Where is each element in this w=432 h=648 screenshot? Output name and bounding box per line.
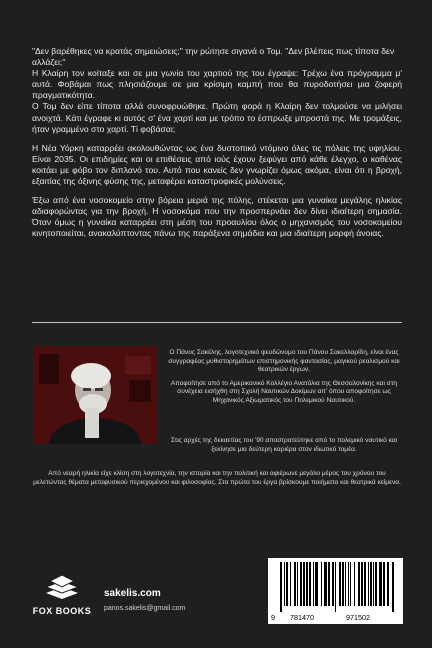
author-portrait-icon	[33, 346, 157, 444]
isbn-barcode	[268, 558, 403, 624]
blurb	[32, 46, 402, 246]
barcode-bar	[373, 562, 374, 606]
barcode-group-1: 781470	[290, 613, 314, 622]
blurb-paragraph-5: Έξω από ένα νοσοκομείο στην βόρεια μεριά της πόλης, στέκεται μια γυναίκα μεγάλης ηλικίας αδιαφορώντας για την βροχή. Η νοσοκόμα που την προσπερνάει δεν δίνει ιδιαίτερη σημασία. Όταν όμως η γυναίκα καταρρέει στη μέση του προαυλίου όλος ο μηχανισμός του νοσοκομείου κινητοποιείται, ανακαλύπτοντας πάνω της παράξενα σημάδια και μια ιδιαίτερη μορφή άνοιας.	[32, 195, 402, 239]
blurb-paragraph-1: "Δεν βαρέθηκες να κρατάς σημειώσεις;" την ρώτησε σιγανά ο Τομ. "Δεν βλέπεις πως τίποτα δεν αλλάζει;"	[32, 46, 395, 68]
publisher-name: FOX BOOKS	[32, 606, 92, 616]
barcode-bar	[358, 562, 360, 606]
barcode-prefix: 9	[271, 613, 275, 622]
barcode-bar	[332, 562, 334, 606]
barcode-bar	[361, 562, 363, 606]
barcode-bar	[368, 562, 369, 606]
barcode-bar	[324, 562, 327, 606]
barcode-bar	[370, 562, 372, 606]
barcode-bar	[392, 562, 394, 612]
barcode-bar	[387, 562, 389, 606]
barcode-bar	[364, 562, 366, 606]
blurb-paragraph-2: Η Κλαίρη τον κοίταξε και σε μια γωνία του χαρτιού της του έγραψε: Τρέχω ένα πρόγραμμα μ' αυτά. Φοβάμαι πως πλησιάζουμε σε μια κρίσιμη καμπή που θα πυροδοτήσει μια ζοφερή πραγματικότητα.	[32, 68, 402, 101]
publisher-logo	[30, 573, 94, 619]
barcode-bar	[379, 562, 382, 606]
author-bio-bottom	[32, 470, 402, 487]
author-bio-top	[166, 349, 402, 411]
book-stack-icon	[42, 573, 82, 599]
barcode-bar	[280, 562, 282, 612]
barcode-bar	[375, 562, 377, 606]
barcode-bars	[268, 558, 403, 614]
author-bio-middle	[166, 437, 402, 454]
author-bio-4: Από νεαρή ηλικία είχε κλίση στη λογοτεχνία, την ιστορία και την πολιτική και αφιέρωνε μεγάλο μέρος του χρόνου του μελετώντας θέματα μεταφυσικού περιεχομένου και φιλοσοφίας. Στα πρώτα του έργα βρίσκουμε ποιήματα και θεατρικά κείμενα.	[33, 470, 401, 486]
barcode-group-2: 971502	[346, 613, 370, 622]
barcode-bar	[297, 562, 298, 606]
publisher-website[interactable]: sakelis.com	[104, 588, 161, 599]
barcode-bar	[342, 562, 344, 606]
barcode-bar	[286, 562, 288, 606]
barcode-bar	[306, 562, 308, 606]
barcode-bar	[284, 562, 285, 606]
barcode-bar	[339, 562, 341, 606]
author-bio-2: Αποφοίτησε από το Αμερικανικό Κολλέγιο Ανατόλια της Θεσσαλονίκης και στη συνέχεια εισήχθη στη Σχολή Ναυτικών Δοκίμων απ' όπου αποφοίτησε ως Μηχανικός Αξιωματικός του Πολεμικού Ναυτικού.	[170, 379, 398, 404]
barcode-bar	[303, 562, 305, 606]
barcode-bar	[350, 562, 351, 606]
barcode-bar	[348, 562, 349, 606]
barcode-bar	[294, 562, 296, 606]
blurb-paragraph-4: Η Νέα Υόρκη καταρρέει ακολουθώντας ως ένα δυστοπικό ντόμινο όλες τις πόλεις της υφηλίου. Είναι 2035. Οι επιδημίες και οι επιθέσεις από ιούς έχουν ξεφύγει από κάθε έλεγχο, ο καθένας κοιτάει με φόβο τον διπλανό του. Αυτό που κανείς δεν γνωρίζει όμως ακόμα, είναι ότι η βροχή, εξαιτίας της όξινης φύσης της, μεταφέρει καταστροφικές μολύνσεις.	[32, 142, 402, 187]
barcode-bar	[383, 562, 385, 606]
barcode-bar	[300, 562, 302, 606]
barcode-bar	[335, 562, 336, 612]
blurb-paragraph-3: Ο Τομ δεν είπε τίποτα αλλά συνοφρυώθηκε. Πρώτη φορά η Κλαίρη δεν τολμούσε να μιλήσει ανοιχτά. Κάτι έγραφε κι αυτός σ' ένα χαρτί και με τρόπο το έσπρωξε μπροστά της. Με τρομάξεις, ήταν γραμμένο στο χαρτί. Τί φοβάσαι;	[32, 101, 402, 134]
publisher-email[interactable]: panos.sakelis@gmail.com	[104, 605, 186, 612]
author-photo	[33, 346, 157, 444]
barcode-bar	[313, 562, 314, 606]
divider	[32, 322, 402, 323]
barcode-bar	[345, 562, 346, 606]
author-bio-3: Στις αρχές της δεκαετίας του '90 αποστρατεύτηκε από το πολεμικό ναυτικό και ξεκίνησε μια δεύτερη καριέρα στον ιδιωτικό τομέα.	[170, 437, 398, 453]
barcode-bar	[309, 562, 311, 606]
barcode-bar	[328, 562, 330, 606]
barcode-bar	[354, 562, 355, 606]
author-bio-1: Ο Πάνος Σακέλης, λογοτεχνικό ψευδώνυμο του Πάνου Σακελλαρίδη, είναι ένας συγγραφέας μυθιστορημάτων επιστημονικής φαντασίας, μαγικού ρεαλισμού και θεατρικών έργων.	[168, 349, 400, 374]
barcode-bar	[315, 562, 318, 606]
barcode-bar	[290, 562, 291, 606]
barcode-bar	[321, 562, 322, 606]
